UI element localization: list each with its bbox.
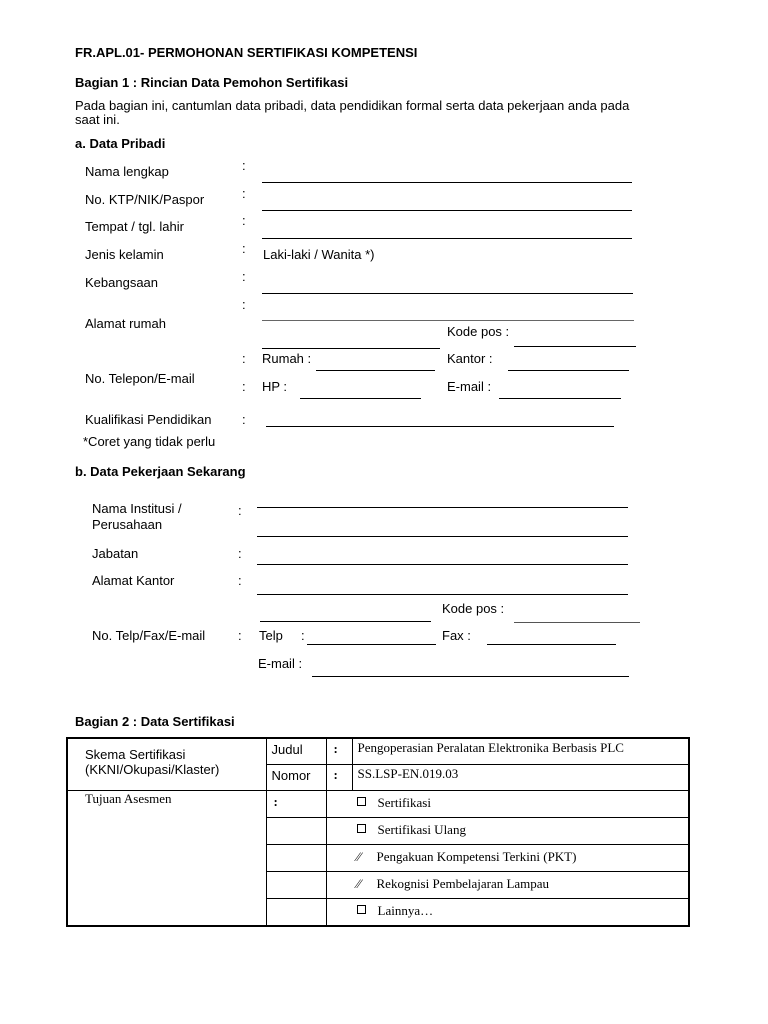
label-hp: HP : (262, 379, 288, 394)
option-label: Lainnya… (377, 903, 434, 918)
colon: : (238, 503, 242, 518)
option-label: Sertifikasi (377, 795, 431, 810)
section1-intro-line1: Pada bagian ini, cantumlan data pribadi, data pendidikan formal serta data pekerjaan anda pada (75, 98, 630, 113)
colon: : (242, 213, 246, 228)
option-sertifikasi-ulang[interactable] (326, 818, 689, 845)
label-kode-pos-kantor: Kode pos : (442, 601, 505, 616)
colon: : (242, 186, 246, 201)
input-institusi-1[interactable] (257, 507, 628, 508)
colon: : (301, 628, 305, 643)
label-alamat-kantor: Alamat Kantor (92, 573, 175, 588)
label-telp: Telp (259, 628, 283, 643)
input-nama-lengkap[interactable] (262, 182, 632, 183)
label-jenis-kelamin: Jenis kelamin (85, 247, 164, 262)
input-kebangsaan[interactable] (262, 293, 633, 294)
colon: : (238, 573, 242, 588)
label-email: E-mail : (447, 379, 492, 394)
option-label: Rekognisi Pembelajaran Lampau (376, 876, 550, 891)
option-label: Sertifikasi Ulang (377, 822, 466, 837)
checkbox-icon[interactable] (357, 797, 366, 806)
input-telepon-rumah[interactable] (316, 370, 435, 371)
colon: : (242, 241, 246, 256)
input-institusi-2[interactable] (257, 536, 628, 537)
input-ktp[interactable] (262, 210, 632, 211)
colon: : (326, 765, 352, 791)
table-row (67, 791, 689, 818)
nomor-label: Nomor (266, 765, 326, 791)
input-kode-pos[interactable] (514, 346, 636, 347)
input-alamat-rumah-1[interactable] (262, 320, 634, 321)
label-telepon-email: No. Telepon/E-mail (85, 371, 195, 386)
input-telepon-kantor[interactable] (508, 370, 629, 371)
label-fax: Fax : (442, 628, 471, 643)
skema-label: Skema Sertifikasi (85, 747, 186, 762)
judul-label: Judul (266, 738, 326, 765)
input-ttl[interactable] (262, 238, 632, 239)
label-kantor: Kantor : (447, 351, 493, 366)
colon: : (266, 791, 326, 818)
option-label: Pengakuan Kompetensi Terkini (PKT) (376, 849, 577, 864)
section1-heading: Bagian 1 : Rincian Data Pemohon Sertifikasi (75, 75, 349, 90)
label-ttl: Tempat / tgl. lahir (85, 219, 184, 234)
skema-sublabel: (KKNI/Okupasi/Klaster) (85, 762, 220, 777)
label-rumah: Rumah : (262, 351, 312, 366)
option-rpl[interactable] (326, 872, 689, 899)
empty-cell (266, 872, 326, 899)
judul-value: Pengoperasian Peralatan Elektronika Berbasis PLC (352, 738, 689, 765)
label-jabatan: Jabatan (92, 546, 139, 561)
colon: : (238, 628, 242, 643)
data-sertifikasi-table (66, 737, 690, 927)
skema-cell (67, 738, 266, 791)
checkbox-slash-icon[interactable]: ∕∕ (356, 849, 361, 864)
tujuan-asesmen-label: Tujuan Asesmen (67, 791, 266, 927)
input-kode-pos-kantor[interactable] (514, 622, 640, 623)
label-perusahaan: Perusahaan (92, 517, 163, 532)
empty-cell (266, 899, 326, 927)
label-email-kantor: E-mail : (258, 656, 303, 671)
colon: : (242, 297, 246, 312)
input-alamat-kantor-1[interactable] (257, 594, 628, 595)
colon: : (242, 412, 246, 427)
value-jenis-kelamin[interactable]: Laki-laki / Wanita *) (263, 247, 375, 262)
label-kualifikasi: Kualifikasi Pendidikan (85, 412, 212, 427)
input-fax[interactable] (487, 644, 616, 645)
data-pekerjaan-heading: b. Data Pekerjaan Sekarang (75, 464, 246, 479)
input-kualifikasi[interactable] (266, 426, 614, 427)
empty-cell (266, 845, 326, 872)
colon: : (242, 269, 246, 284)
colon: : (238, 546, 242, 561)
colon: : (242, 379, 246, 394)
data-pribadi-heading: a. Data Pribadi (75, 136, 166, 151)
table-row (67, 738, 689, 765)
input-email-kantor[interactable] (312, 676, 629, 677)
colon: : (242, 351, 246, 366)
nomor-value: SS.LSP-EN.019.03 (352, 765, 689, 791)
checkbox-slash-icon[interactable]: ∕∕ (356, 876, 361, 891)
option-pkt[interactable] (326, 845, 689, 872)
colon: : (242, 158, 246, 173)
section2-heading: Bagian 2 : Data Sertifikasi (75, 714, 235, 729)
checkbox-icon[interactable] (357, 905, 366, 914)
input-alamat-rumah-2[interactable] (262, 348, 440, 349)
form-title: FR.APL.01- PERMOHONAN SERTIFIKASI KOMPETENSI (75, 45, 418, 60)
section1-intro-line2: saat ini. (75, 112, 120, 127)
input-hp[interactable] (300, 398, 421, 399)
option-sertifikasi[interactable] (326, 791, 689, 818)
input-telp-kantor[interactable] (307, 644, 436, 645)
input-jabatan[interactable] (257, 564, 628, 565)
colon: : (326, 738, 352, 765)
label-kode-pos: Kode pos : (447, 324, 510, 339)
checkbox-icon[interactable] (357, 824, 366, 833)
label-alamat-rumah: Alamat rumah (85, 316, 166, 331)
label-institusi: Nama Institusi / (92, 501, 182, 516)
input-email[interactable] (499, 398, 621, 399)
note-coret: *Coret yang tidak perlu (83, 434, 216, 449)
label-nama-lengkap: Nama lengkap (85, 164, 169, 179)
option-lainnya[interactable] (326, 899, 689, 927)
input-alamat-kantor-2[interactable] (260, 621, 431, 622)
label-ktp: No. KTP/NIK/Paspor (85, 192, 205, 207)
label-kebangsaan: Kebangsaan (85, 275, 159, 290)
label-telp-fax-email: No. Telp/Fax/E-mail (92, 628, 206, 643)
empty-cell (266, 818, 326, 845)
